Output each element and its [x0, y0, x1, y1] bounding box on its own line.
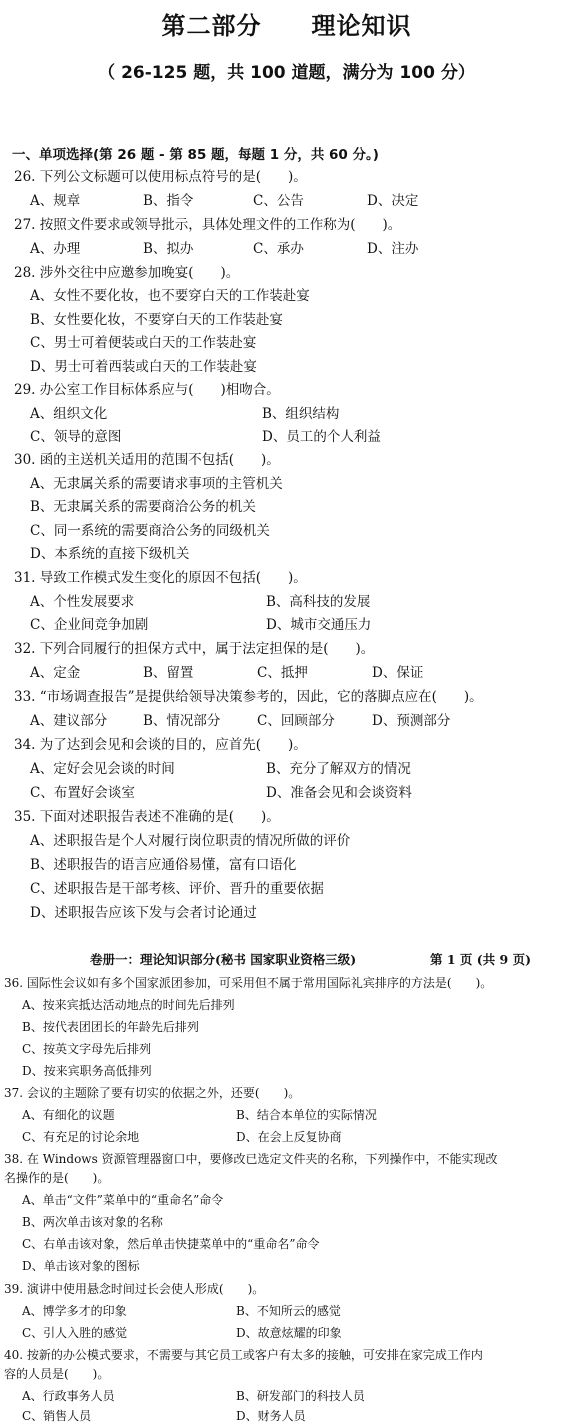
q26-stem: 26. 下列公文标题可以使用标点符号的是( )。: [14, 169, 307, 185]
q34-stem: 34. 为了达到会见和会谈的目的，应首先( )。: [14, 737, 307, 753]
q34-option-c: C、布置好会谈室: [30, 785, 135, 801]
q30-option-a: A、无隶属关系的需要请求事项的主管机关: [30, 476, 283, 492]
q27-option-a: A、办理: [30, 241, 81, 257]
q36-option-d: D、按来宾职务高低排列: [22, 1064, 152, 1078]
q32-option-b: B、留置: [143, 665, 194, 681]
q40-option-c: C、销售人员: [22, 1409, 92, 1423]
q32-option-a: A、定金: [30, 665, 81, 681]
q37-option-c: C、有充足的讨论余地: [22, 1130, 140, 1144]
q32-option-d: D、保证: [372, 665, 424, 681]
q30-option-c: C、同一系统的需要商洽公务的同级机关: [30, 523, 270, 539]
q35-option-b: B、述职报告的语言应通俗易懂，富有口语化: [30, 857, 297, 873]
q40-option-d: D、财务人员: [236, 1409, 306, 1423]
q38-stem-line1: 38. 在 Windows 资源管理器窗口中，要修改已选定文件夹的名称，下列操作中，不能实现改: [4, 1152, 498, 1166]
q29-option-d: D、员工的个人利益: [262, 429, 381, 445]
q29-option-a: A、组织文化: [30, 406, 108, 422]
q32-option-c: C、抵押: [257, 665, 308, 681]
q36-option-c: C、按英文字母先后排列: [22, 1042, 152, 1056]
q40-stem-line2: 容的人员是( )。: [4, 1367, 110, 1381]
q26-option-b: B、指令: [143, 193, 194, 209]
q35-option-c: C、述职报告是干部考核、评价、晋升的重要依据: [30, 881, 324, 897]
q34-option-d: D、准备会见和会谈资料: [266, 785, 412, 801]
q38-stem-line2: 名操作的是( )。: [4, 1171, 110, 1185]
q39-stem: 39. 演讲中使用悬念时间过长会使人形成( )。: [4, 1282, 265, 1296]
q39-option-d: D、故意炫耀的印象: [236, 1326, 342, 1340]
q28-option-b: B、女性要化妆，不要穿白天的工作装赴宴: [30, 312, 283, 328]
q40-option-b: B、研发部门的科技人员: [236, 1389, 365, 1403]
q38-option-b: B、两次单击该对象的名称: [22, 1215, 163, 1229]
q40-option-a: A、行政事务人员: [22, 1389, 115, 1403]
q38-option-d: D、单击该对象的图标: [22, 1259, 140, 1273]
q39-option-a: A、博学多才的印象: [22, 1304, 127, 1318]
q28-option-c: C、男士可着便装或白天的工作装赴宴: [30, 335, 257, 351]
q31-option-d: D、城市交通压力: [266, 617, 372, 633]
q26-option-a: A、规章: [30, 193, 81, 209]
q36-option-b: B、按代表团团长的年龄先后排列: [22, 1020, 199, 1034]
q38-option-c: C、右单击该对象，然后单击快捷菜单中的“重命名”命令: [22, 1237, 320, 1251]
q33-option-b: B、情况部分: [143, 713, 221, 729]
q33-option-d: D、预测部分: [372, 713, 451, 729]
q39-option-c: C、引人入胜的感觉: [22, 1326, 128, 1340]
q28-stem: 28. 涉外交往中应邀参加晚宴( )。: [14, 265, 240, 281]
q30-option-d: D、本系统的直接下级机关: [30, 546, 190, 562]
q32-stem: 32. 下列合同履行的担保方式中，属于法定担保的是( )。: [14, 641, 375, 657]
q39-option-b: B、不知所云的感觉: [236, 1304, 341, 1318]
q31-option-c: C、企业间竞争加剧: [30, 617, 149, 633]
q27-option-c: C、承办: [253, 241, 304, 257]
q27-stem: 27. 按照文件要求或领导批示，具体处理文件的工作称为( )。: [14, 217, 402, 233]
q29-option-b: B、组织结构: [262, 406, 340, 422]
q28-option-a: A、女性不要化妆，也不要穿白天的工作装赴宴: [30, 288, 310, 304]
q35-option-d: D、述职报告应该下发与会者讨论通过: [30, 905, 257, 921]
q35-stem: 35. 下面对述职报告表述不准确的是( )。: [14, 809, 280, 825]
q37-stem: 37. 会议的主题除了要有切实的依据之外，还要( )。: [4, 1086, 301, 1100]
q38-option-a: A、单击“文件”菜单中的“重命名”命令: [22, 1193, 224, 1207]
q34-option-b: B、充分了解双方的情况: [266, 761, 411, 777]
section-heading: 一、单项选择(第 26 题 - 第 85 题，每题 1 分，共 60 分。): [12, 147, 379, 163]
q33-stem: 33. “市场调查报告”是提供给领导决策参考的，因此，它的落脚点应在( )。: [14, 689, 483, 705]
q26-option-d: D、决定: [367, 193, 419, 209]
page-subtitle: （ 26-125 题，共 100 道题，满分为 100 分）: [98, 63, 475, 83]
q28-option-d: D、男士可着西装或白天的工作装赴宴: [30, 359, 257, 375]
q27-option-b: B、拟办: [143, 241, 194, 257]
q31-stem: 31. 导致工作模式发生变化的原因不包括( )。: [14, 570, 307, 586]
q30-stem: 30. 函的主送机关适用的范围不包括( )。: [14, 452, 280, 468]
q37-option-a: A、有细化的议题: [22, 1108, 115, 1122]
q34-option-a: A、定好会见会谈的时间: [30, 761, 175, 777]
q31-option-a: A、个性发展要求: [30, 594, 135, 610]
q31-option-b: B、高科技的发展: [266, 594, 371, 610]
page-footer-right: 第 1 页 (共 9 页): [430, 952, 531, 967]
q36-option-a: A、按来宾抵达活动地点的时间先后排列: [22, 998, 235, 1012]
q29-stem: 29. 办公室工作目标体系应与( )相吻合。: [14, 382, 280, 398]
q40-stem-line1: 40. 按新的办公模式要求，不需要与其它员工或客户有太多的接触，可安排在家完成工作内: [4, 1348, 483, 1362]
page-title: 第二部分 理论知识: [161, 12, 412, 40]
q36-stem: 36. 国际性会议如有多个国家派团参加，可采用但不属于常用国际礼宾排序的方法是( )。: [4, 976, 493, 990]
q26-option-c: C、公告: [253, 193, 304, 209]
q33-option-c: C、回顾部分: [257, 713, 335, 729]
q33-option-a: A、建议部分: [30, 713, 108, 729]
q37-option-d: D、在会上反复协商: [236, 1130, 342, 1144]
q35-option-a: A、述职报告是个人对履行岗位职责的情况所做的评价: [30, 833, 351, 849]
q27-option-d: D、注办: [367, 241, 419, 257]
page-footer-left: 卷册一：理论知识部分(秘书 国家职业资格三级): [90, 952, 357, 967]
q29-option-c: C、领导的意图: [30, 429, 122, 445]
q37-option-b: B、结合本单位的实际情况: [236, 1108, 377, 1122]
q30-option-b: B、无隶属关系的需要商洽公务的机关: [30, 499, 256, 515]
